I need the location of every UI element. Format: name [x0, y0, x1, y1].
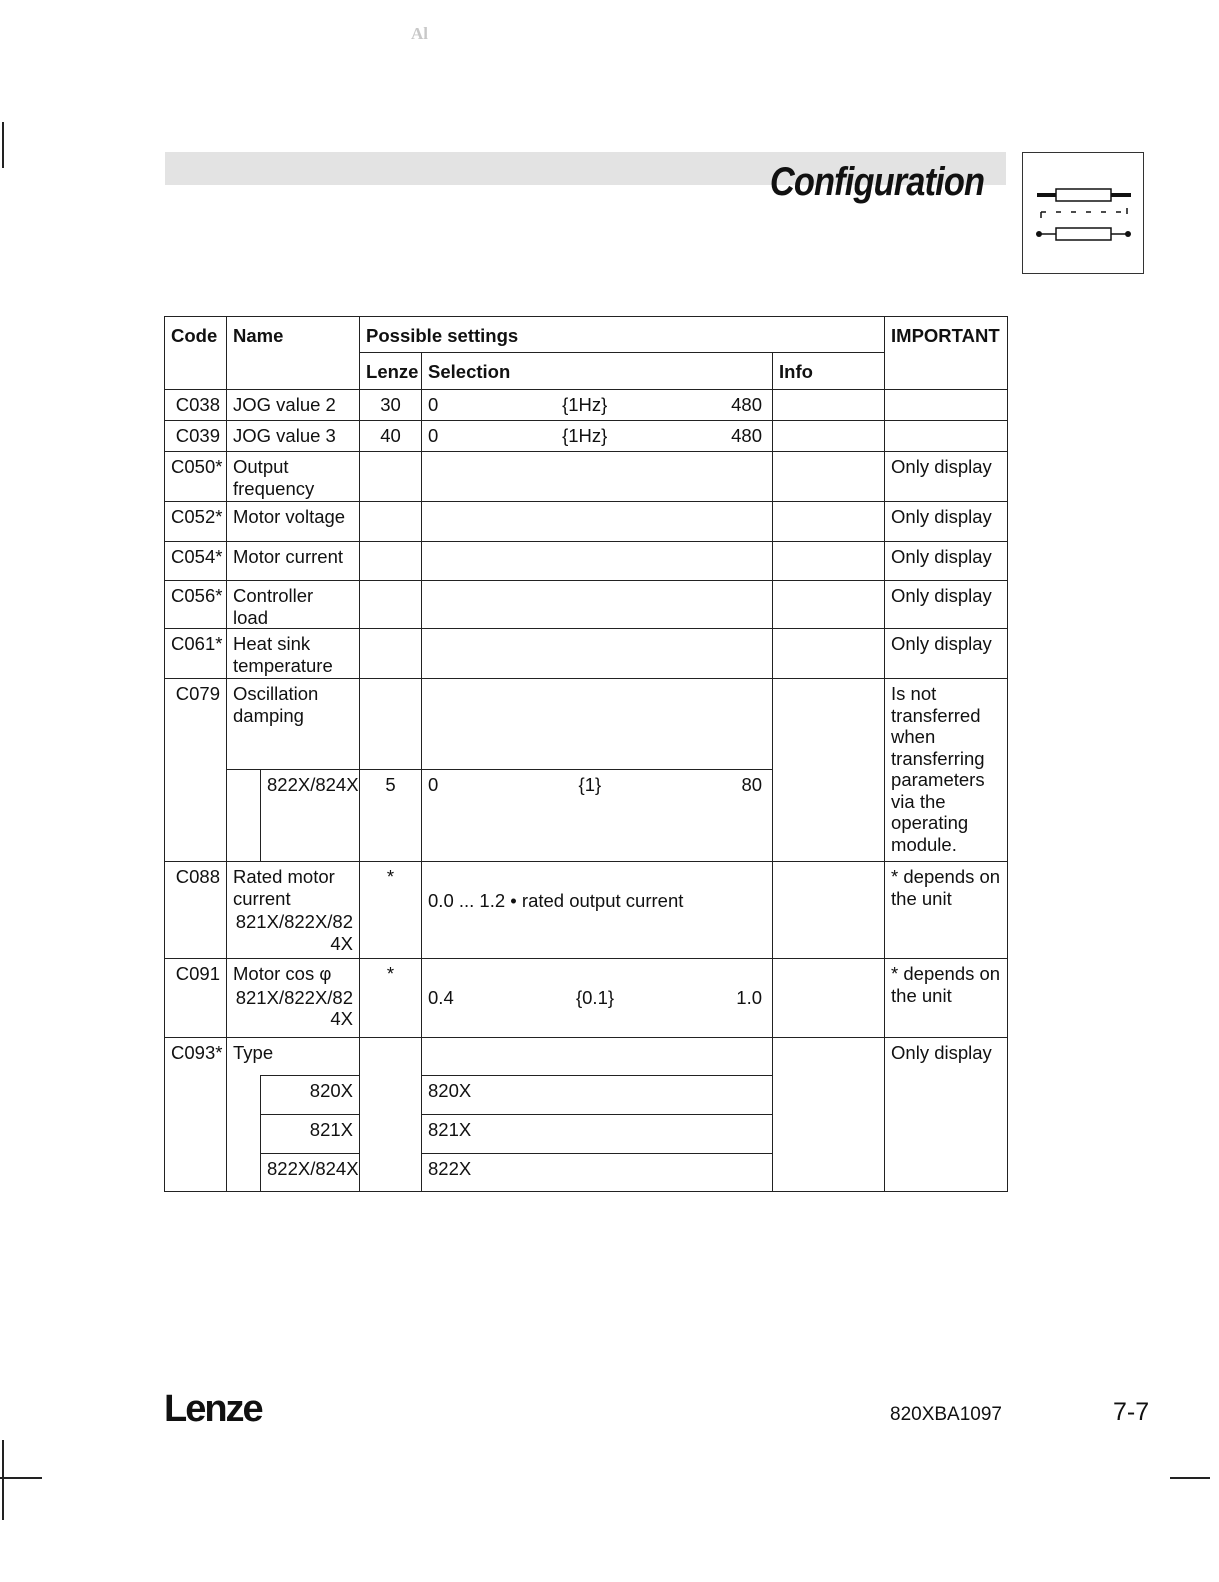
info-cell: [773, 502, 885, 542]
indent-cell: [227, 1076, 261, 1115]
indent-cell: [227, 1154, 261, 1192]
configuration-circuit-icon: [1022, 152, 1144, 274]
selection-cell: 0.0 ... 1.2 • rated output current: [422, 862, 773, 959]
selection-cell: [422, 581, 773, 629]
page-title: Configuration: [769, 160, 984, 204]
table-row: [165, 452, 1008, 502]
header-info: Info: [773, 353, 885, 390]
name-cell: Heat sink temperature: [227, 629, 360, 679]
lenze-cell: [360, 1038, 422, 1076]
sel-max: 1.0: [736, 987, 762, 1008]
sel-max: 80: [741, 774, 763, 795]
code-cell: C052*: [165, 502, 227, 542]
lenze-cell: [360, 581, 422, 629]
selection-cell: [422, 502, 773, 542]
name-cell: Motor voltage: [227, 502, 360, 542]
selection-cell: [422, 542, 773, 581]
selection-cell: [422, 959, 773, 1038]
selection-cell: [422, 679, 773, 770]
info-cell: [773, 679, 885, 862]
sel-min: 0: [428, 394, 439, 415]
name-cell: JOG value 2: [227, 390, 360, 421]
sel-step: {0.1}: [575, 987, 615, 1008]
table-row: [165, 390, 1008, 421]
name-cell: [227, 959, 360, 1038]
crop-mark-bottom-left: [0, 1477, 42, 1479]
important-cell: * depends on the unit: [885, 959, 1008, 1038]
important-cell: Only display: [885, 581, 1008, 629]
name-cell: JOG value 3: [227, 421, 360, 452]
header-important: IMPORTANT: [885, 317, 1008, 390]
selection-cell: [422, 421, 773, 452]
crop-mark-left-top: [2, 122, 4, 168]
table-row: [165, 542, 1008, 581]
lenze-cell: [360, 1115, 422, 1154]
important-cell: * depends on the unit: [885, 862, 1008, 959]
header-possible-settings: Possible settings: [360, 317, 885, 353]
code-cell: [165, 1115, 227, 1154]
lenze-cell: [360, 542, 422, 581]
table-row: [165, 1038, 1008, 1076]
selection-cell: 822X: [422, 1154, 773, 1192]
name-cell: Motor current: [227, 542, 360, 581]
lenze-cell: 30: [360, 390, 422, 421]
sel-step: {1}: [578, 774, 602, 795]
lenze-cell: [360, 629, 422, 679]
sel-max: 480: [731, 394, 763, 415]
name-text: Motor cos φ: [233, 963, 332, 984]
code-cell: C056*: [165, 581, 227, 629]
lenze-cell: [360, 452, 422, 502]
code-cell: C039: [165, 421, 227, 452]
important-cell: Only display: [885, 542, 1008, 581]
selection-cell: 820X: [422, 1076, 773, 1115]
selection-cell: [422, 1038, 773, 1076]
lenze-cell: 5: [360, 770, 422, 862]
selection-cell: [422, 452, 773, 502]
code-cell: [165, 1154, 227, 1192]
name-cell: Output frequency: [227, 452, 360, 502]
lenze-cell: [360, 502, 422, 542]
selection-cell: [422, 770, 773, 862]
important-cell: Only display: [885, 502, 1008, 542]
header-code: Code: [165, 317, 227, 390]
page-number: 7-7: [1113, 1398, 1150, 1426]
important-cell: Only display: [885, 629, 1008, 679]
sel-step: {1Hz}: [562, 425, 608, 446]
document-id: 820XBA1097: [890, 1404, 1002, 1425]
info-cell: [773, 629, 885, 679]
name-cell: [227, 862, 360, 959]
info-cell: [773, 1038, 885, 1192]
indent-cell: [227, 1115, 261, 1154]
header-name: Name: [227, 317, 360, 390]
important-cell: [885, 421, 1008, 452]
code-cell: C038: [165, 390, 227, 421]
info-cell: [773, 542, 885, 581]
important-cell: Only display: [885, 1038, 1008, 1192]
code-cell: C079: [165, 679, 227, 862]
table-row: [165, 679, 1008, 770]
lenze-cell: *: [360, 959, 422, 1038]
name-cell: Oscillation damping: [227, 679, 360, 770]
code-table: [164, 316, 1008, 1192]
sel-min: 0: [428, 425, 439, 446]
lenze-cell: [360, 1154, 422, 1192]
lenze-cell: *: [360, 862, 422, 959]
code-cell: C093*: [165, 1038, 227, 1076]
sel-min: 0: [428, 774, 439, 795]
table-row: [165, 959, 1008, 1038]
top-marker: Al: [411, 24, 428, 43]
code-cell: [165, 1076, 227, 1115]
variant-cell: 822X/824X: [261, 770, 360, 862]
variant-text: 821X/822X/824X: [235, 986, 354, 1029]
table-row: [165, 581, 1008, 629]
info-cell: [773, 581, 885, 629]
crop-mark-bottom-right: [1170, 1477, 1210, 1479]
lenze-cell: [360, 679, 422, 770]
info-cell: [773, 862, 885, 959]
code-cell: C088: [165, 862, 227, 959]
code-cell: C091: [165, 959, 227, 1038]
code-cell: C061*: [165, 629, 227, 679]
variant-cell: 822X/824X: [261, 1154, 360, 1192]
table-row: [165, 421, 1008, 452]
lenze-cell: 40: [360, 421, 422, 452]
selection-cell: [422, 629, 773, 679]
important-cell: [885, 390, 1008, 421]
variant-cell: 821X: [261, 1115, 360, 1154]
code-cell: C050*: [165, 452, 227, 502]
indent-cell: [227, 770, 261, 862]
variant-text: 821X/822X/824X: [235, 911, 354, 954]
header-lenze: Lenze: [360, 353, 422, 390]
header-selection: Selection: [422, 353, 773, 390]
important-cell: Is not transferred when transferring parameters via the operating module.: [885, 679, 1008, 862]
info-cell: [773, 390, 885, 421]
sel-step: {1Hz}: [562, 394, 608, 415]
table-row: [165, 502, 1008, 542]
important-cell: Only display: [885, 452, 1008, 502]
name-cell: Type: [227, 1038, 360, 1076]
crop-mark-left-bottom: [2, 1440, 4, 1520]
lenze-logo: Lenze: [164, 1388, 262, 1430]
code-cell: C054*: [165, 542, 227, 581]
selection-cell: [422, 390, 773, 421]
lenze-cell: [360, 1076, 422, 1115]
info-cell: [773, 421, 885, 452]
table-row: [165, 862, 1008, 959]
info-cell: [773, 452, 885, 502]
sel-max: 480: [731, 425, 763, 446]
table-row: [165, 629, 1008, 679]
name-text: Rated motor current: [233, 866, 335, 909]
name-cell: Controller load: [227, 581, 360, 629]
sel-min: 0.4: [428, 987, 454, 1008]
variant-cell: 820X: [261, 1076, 360, 1115]
selection-cell: 821X: [422, 1115, 773, 1154]
info-cell: [773, 959, 885, 1038]
